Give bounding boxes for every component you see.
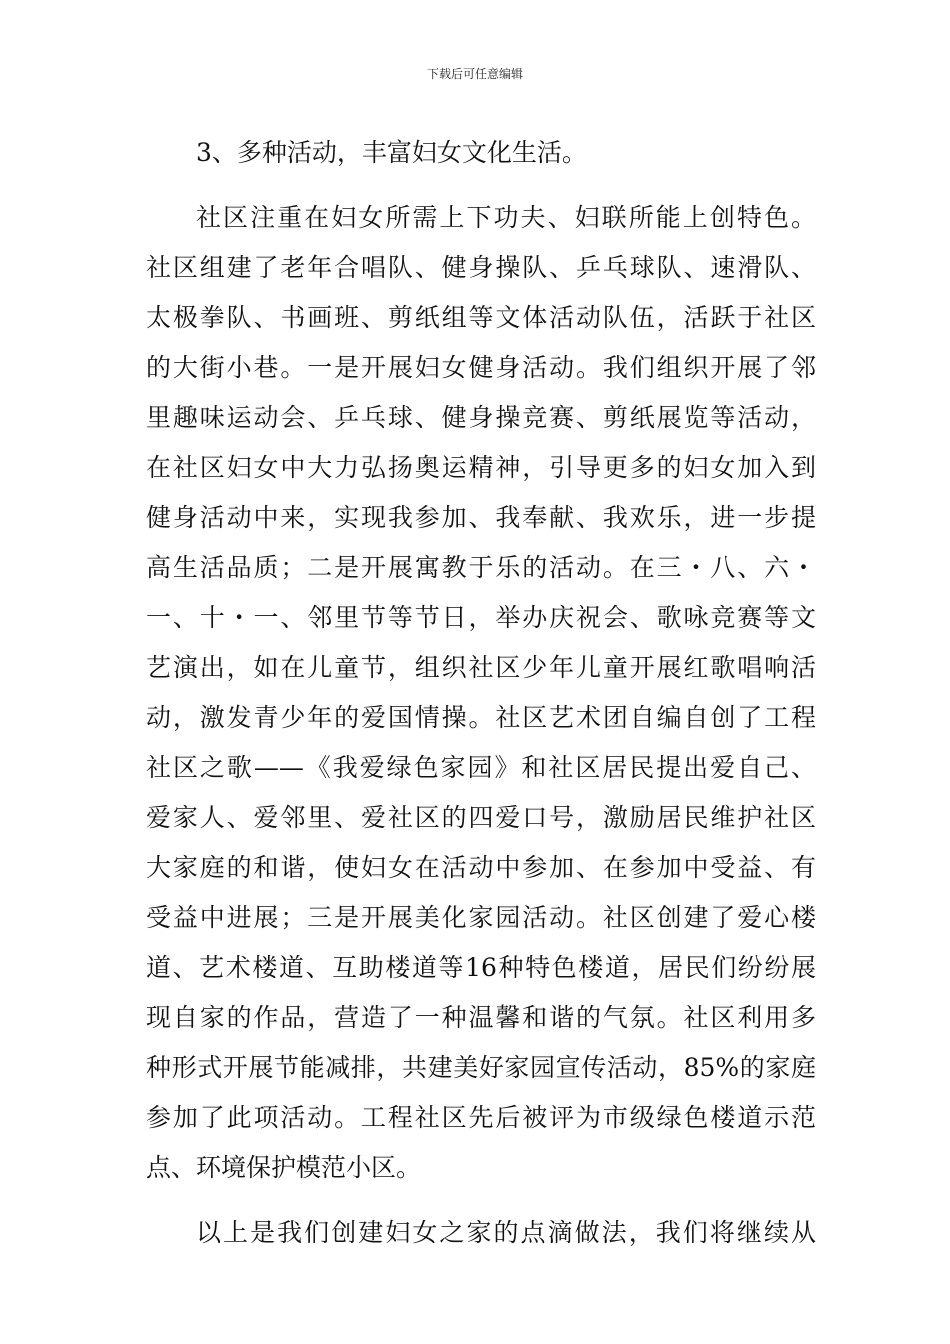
paragraph-line: 以上是我们创建妇女之家的点滴做法，我们将继续从	[196, 1218, 816, 1247]
paragraph-line: 健身活动中来，实现我参加、我奉献、我欢乐，进一步提	[146, 503, 816, 532]
paragraph-line: 社区之歌——《我爱绿色家园》和社区居民提出爱自己、	[146, 753, 816, 782]
document-body	[146, 128, 816, 1258]
paragraph-gap	[146, 1193, 816, 1208]
paragraph-line: 点、环境保护模范小区。	[146, 1153, 422, 1182]
paragraph-line: 参加了此项活动。工程社区先后被评为市级绿色楼道示范	[146, 1103, 816, 1132]
page-header-note: 下载后可任意编辑	[426, 67, 523, 81]
paragraph-line: 一、十・一、邻里节等节日，举办庆祝会、歌咏竞赛等文	[146, 603, 816, 632]
paragraph-gap	[146, 178, 816, 193]
paragraph-2	[146, 1208, 816, 1258]
paragraph-1	[146, 193, 816, 1193]
paragraph-line: 大家庭的和谐，使妇女在活动中参加、在参加中受益、有	[146, 853, 816, 882]
paragraph-line: 动，激发青少年的爱国情操。社区艺术团自编自创了工程	[146, 703, 816, 732]
paragraph-line: 里趣味运动会、乒乓球、健身操竞赛、剪纸展览等活动，	[146, 403, 816, 432]
paragraph-line: 的大街小巷。一是开展妇女健身活动。我们组织开展了邻	[146, 353, 816, 382]
paragraph-line: 道、艺术楼道、互助楼道等16种特色楼道，居民们纷纷展	[146, 953, 816, 982]
paragraph-line: 爱家人、爱邻里、爱社区的四爱口号，激励居民维护社区	[146, 803, 816, 832]
paragraph-line: 社区组建了老年合唱队、健身操队、乒乓球队、速滑队、	[146, 253, 816, 282]
paragraph-line: 社区注重在妇女所需上下功夫、妇联所能上创特色。	[196, 203, 816, 232]
paragraph-line: 高生活品质；二是开展寓教于乐的活动。在三・八、六・	[146, 553, 816, 582]
paragraph-line: 受益中进展；三是开展美化家园活动。社区创建了爱心楼	[146, 903, 816, 932]
paragraph-line: 在社区妇女中大力弘扬奥运精神，引导更多的妇女加入到	[146, 453, 816, 482]
paragraph-line: 艺演出，如在儿童节，组织社区少年儿童开展红歌唱响活	[146, 653, 816, 682]
paragraph-line: 太极拳队、书画班、剪纸组等文体活动队伍，活跃于社区	[146, 303, 816, 332]
section-heading: 3、多种活动，丰富妇女文化生活。	[196, 138, 587, 167]
paragraph-line: 种形式开展节能减排，共建美好家园宣传活动，85%的家庭	[146, 1053, 816, 1082]
paragraph-line: 现自家的作品，营造了一种温馨和谐的气氛。社区利用多	[146, 1003, 816, 1032]
